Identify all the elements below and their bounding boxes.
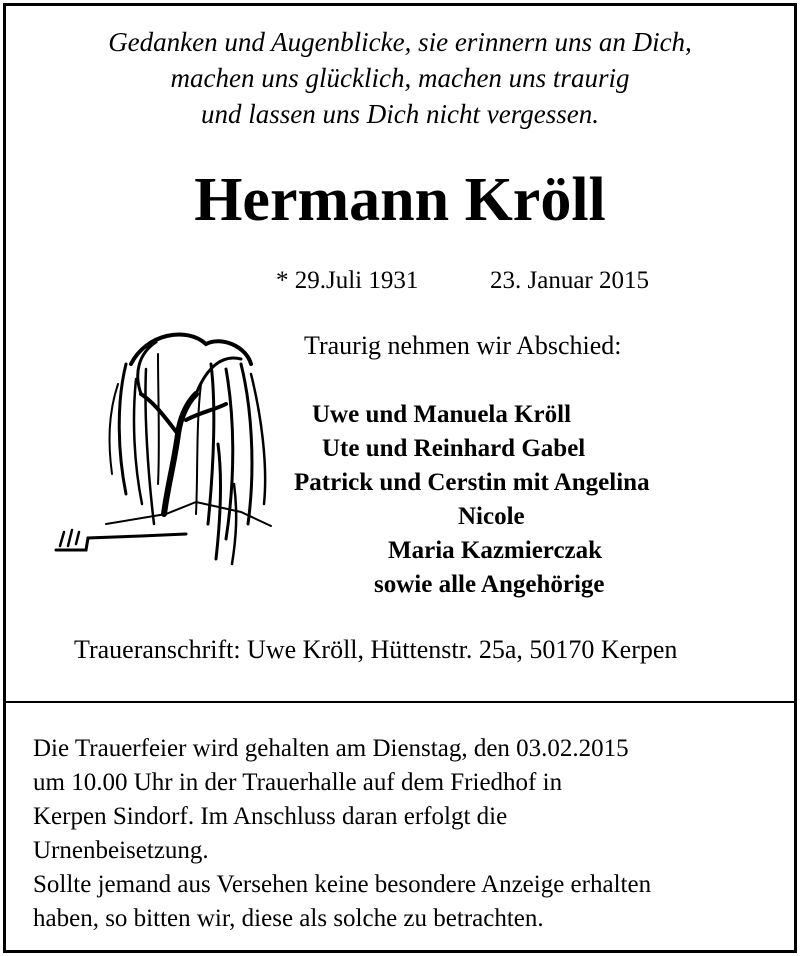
ceremony-line: Sollte jemand aus Versehen keine besondere Anzeige erhalten xyxy=(33,871,652,898)
weeping-willow-icon xyxy=(46,324,276,574)
mourners-list xyxy=(296,398,766,602)
ceremony-line: haben, so bitten wir, diese als solche zu betrachten. xyxy=(33,905,544,932)
mourner-name: Maria Kazmierczak xyxy=(388,537,603,564)
deceased-name: Hermann Kröll xyxy=(194,166,606,234)
birth-date: * 29.Juli 1931 xyxy=(276,267,419,294)
life-dates xyxy=(6,264,794,298)
poem xyxy=(6,24,794,132)
poem-line: und lassen uns Dich nicht vergessen. xyxy=(201,99,599,129)
mourner-name: Uwe und Manuela Kröll xyxy=(312,401,572,428)
mourning-address: Traueranschrift: Uwe Kröll, Hüttenstr. 25a, 50170 Kerpen xyxy=(74,635,678,664)
ceremony-line: Urnenbeisetzung. xyxy=(33,837,209,864)
poem-line: machen uns glücklich, machen uns traurig xyxy=(170,63,630,93)
mourner-name: Patrick und Cerstin mit Angelina xyxy=(294,469,650,496)
ceremony-info xyxy=(33,732,783,936)
death-date: 23. Januar 2015 xyxy=(490,267,649,294)
obituary-notice xyxy=(3,3,797,953)
poem-line: Gedanken und Augenblicke, sie erinnern uns an Dich, xyxy=(108,27,692,57)
mourner-name: Ute und Reinhard Gabel xyxy=(322,435,586,462)
ceremony-line: Kerpen Sindorf. Im Anschluss daran erfolgt die xyxy=(33,803,508,830)
ceremony-line: Die Trauerfeier wird gehalten am Dienstag, den 03.02.2015 xyxy=(33,735,629,762)
farewell-lead: Traurig nehmen wir Abschied: xyxy=(304,331,622,360)
mourner-name: sowie alle Angehörige xyxy=(374,571,605,598)
divider xyxy=(6,701,794,703)
ceremony-line: um 10.00 Uhr in der Trauerhalle auf dem Friedhof in xyxy=(33,769,563,796)
mourner-name: Nicole xyxy=(458,503,525,530)
